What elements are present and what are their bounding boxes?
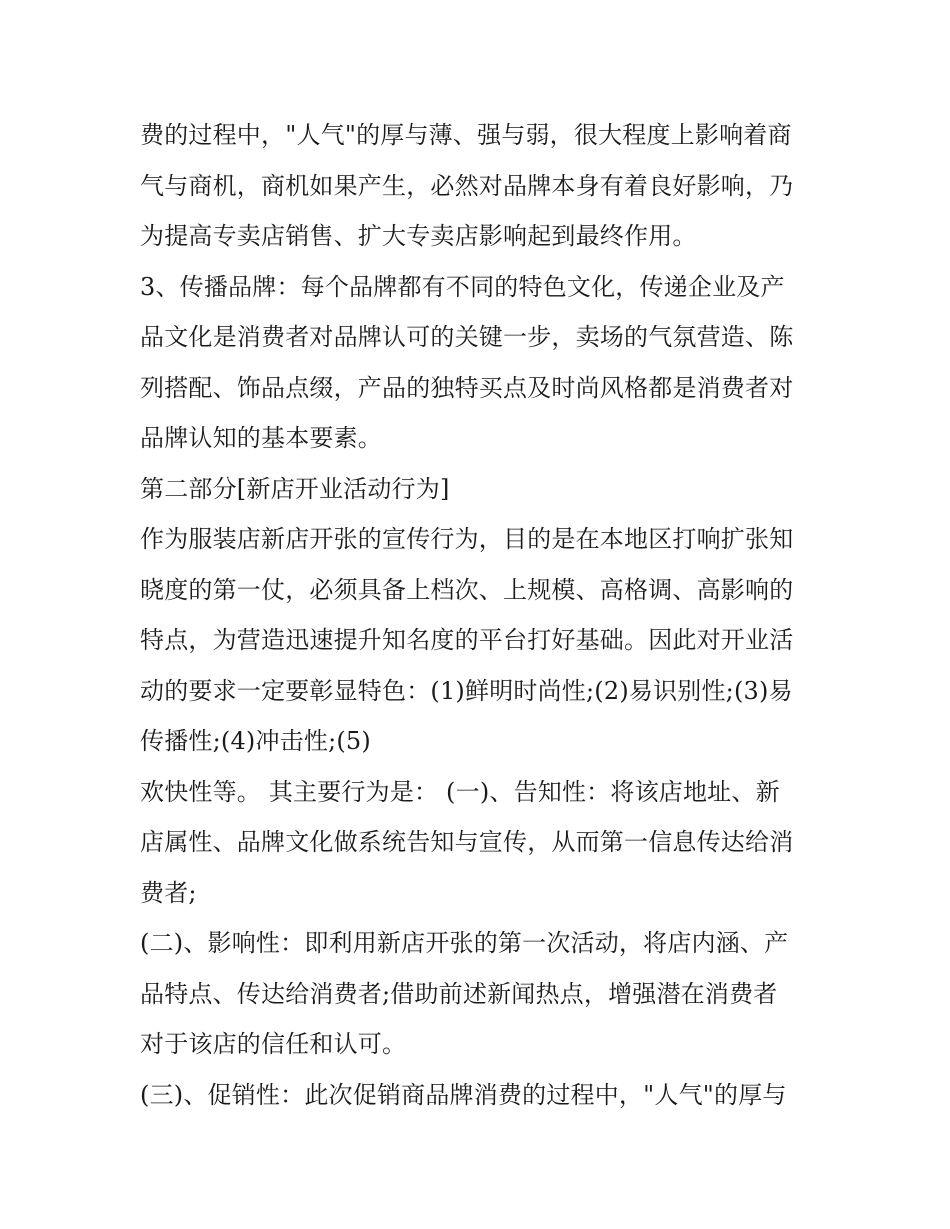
text-line: (二)、影响性：即利用新店开张的第一次活动，将店内涵、产 xyxy=(140,929,789,957)
text-line: 品特点、传达给消费者;借助前述新闻热点，增强潜在消费者 xyxy=(140,979,778,1008)
text-line: 品牌认知的基本要素。 xyxy=(140,424,382,452)
text-line: 气与商机，商机如果产生，必然对品牌本身有着良好影响，乃 xyxy=(140,171,794,200)
text-line: 列搭配、饰品点缀，产品的独特买点及时尚风格都是消费者对 xyxy=(140,373,794,402)
text-line: 对于该店的信任和认可。 xyxy=(140,1030,407,1058)
text-line: 店属性、品牌文化做系统告知与宣传，从而第一信息传达给消 xyxy=(140,828,794,856)
text-line: 传播性;(4)冲击性;(5) xyxy=(140,727,371,755)
text-line: 费者; xyxy=(140,878,197,907)
text-line: 费的过程中，"人气"的厚与薄、强与弱，很大程度上影响着商 xyxy=(140,121,792,149)
document-body xyxy=(140,110,812,1120)
text-line: 3、传播品牌：每个品牌都有不同的特色文化，传递企业及产 xyxy=(140,272,785,301)
text-line: 特点，为营造迅速提升知名度的平台打好基础。因此对开业活 xyxy=(140,626,794,654)
text-line: 为提高专卖店销售、扩大专卖店影响起到最终作用。 xyxy=(140,222,697,250)
text-line: 动的要求一定要彰显特色：(1)鲜明时尚性;(2)易识别性;(3)易 xyxy=(140,676,793,705)
section-heading: 第二部分[新店开业活动行为] xyxy=(140,474,450,503)
text-line: 品文化是消费者对品牌认可的关键一步，卖场的气氛营造、陈 xyxy=(140,323,794,351)
text-line: 欢快性等。 其主要行为是： (一)、告知性：将该店地址、新 xyxy=(140,777,780,806)
text-line: 作为服装店新店开张的宣传行为，目的是在本地区打响扩张知 xyxy=(140,525,794,553)
text-line: 晓度的第一仗，必须具备上档次、上规模、高格调、高影响的 xyxy=(140,575,794,604)
text-line: (三)、促销性：此次促销商品牌消费的过程中，"人气"的厚与 xyxy=(140,1080,787,1109)
